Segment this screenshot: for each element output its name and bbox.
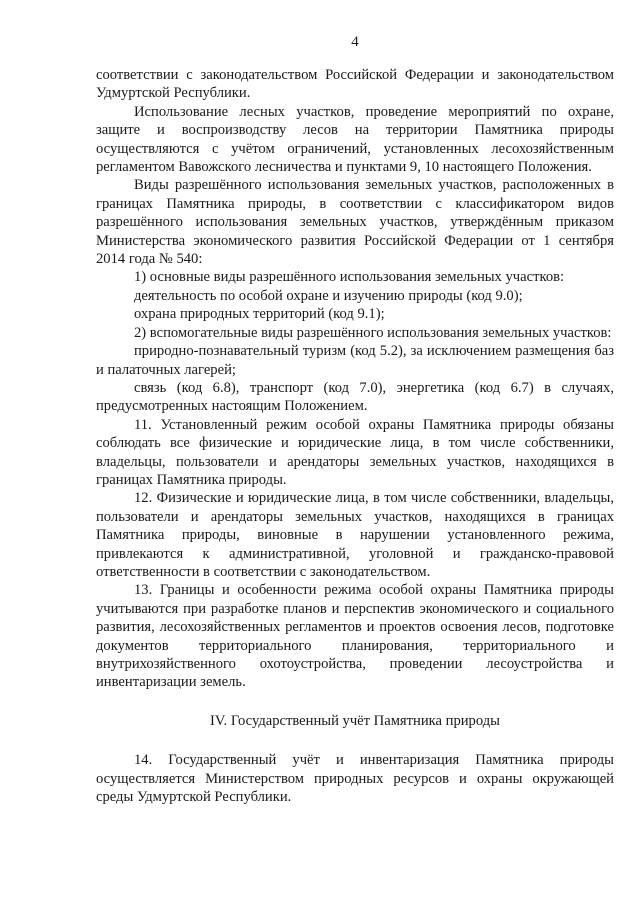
page-number: 4 [351,34,359,50]
paragraphs-before-heading [96,66,614,692]
paragraphs-after-heading [96,751,614,806]
p-aux-2: связь (код 6.8), транспорт (код 7.0), энергетика (код 6.7) в случаях, предусмотренных настоящим Положением. [96,379,614,415]
p-item-11: 11. Установленный режим особой охраны Памятника природы обязаны соблюдать все физические и юридические лица, в том числе собственники, владельцы, пользователи и арендаторы земельных участков, находящихся в границах Памятника природы. [96,416,614,488]
p-aux-types: 2) вспомогательные виды разрешённого использования земельных участков: [134,324,612,341]
p-land-use-types: Виды разрешённого использования земельных участков, расположенных в границах Памятника природы, в соответствии с классификатором видов разрешённого использования земельных участков, утверждённым приказом Министерства экономического развития Российской Федерации от 1 сентября 2014 года № 540: [96,177,614,268]
p-main-1: деятельность по особой охране и изучению природы (код 9.0); [134,287,523,304]
p-aux-1: природно-познавательный туризм (код 5.2), за исключением размещения баз и палаточных лагерей; [96,343,614,378]
p-item-12: 12. Физические и юридические лица, в том числе собственники, владельцы, пользователи и арендаторы земельных участков, находящихся в границах Памятника природы, виновные в нарушении установленного режима, привлекаются к административной, уголовной и гражданско-правовой ответственности в соответствии с законодательством. [96,490,614,580]
p-item-14: 14. Государственный учёт и инвентаризация Памятника природы осуществляется Министерством природных ресурсов и охраны окружающей среды Удмуртской Республики. [96,752,614,806]
p-forest-use: Использование лесных участков, проведение мероприятий по охране, защите и воспроизводству лесов на территории Памятника природы осуществляются с учётом ограничений, установленных лесохозяйственным регламентом Вавожского лесничества и пунктами 9, 10 настоящего Положения. [96,103,614,176]
document-body [96,66,614,806]
p-main-2: охрана природных территорий (код 9.1); [134,306,385,323]
section-heading: IV. Государственный учёт Памятника природы [210,712,500,729]
p-item-13: 13. Границы и особенности режима особой охраны Памятника природы учитываются при разработке планов и перспектив экономического и социального развития, лесохозяйственных регламентов и проектов освоения лесов, подготовке документов территориального планирования, территориального и внутрихозяйственного охотоустройства, проведении лесоустройства и инвентаризации земель. [96,582,614,691]
p-main-types: 1) основные виды разрешённого использования земельных участков: [134,269,565,286]
p-continuation: соответствии с законодательством Российской Федерации и законодательством Удмуртской Республики. [96,67,614,102]
